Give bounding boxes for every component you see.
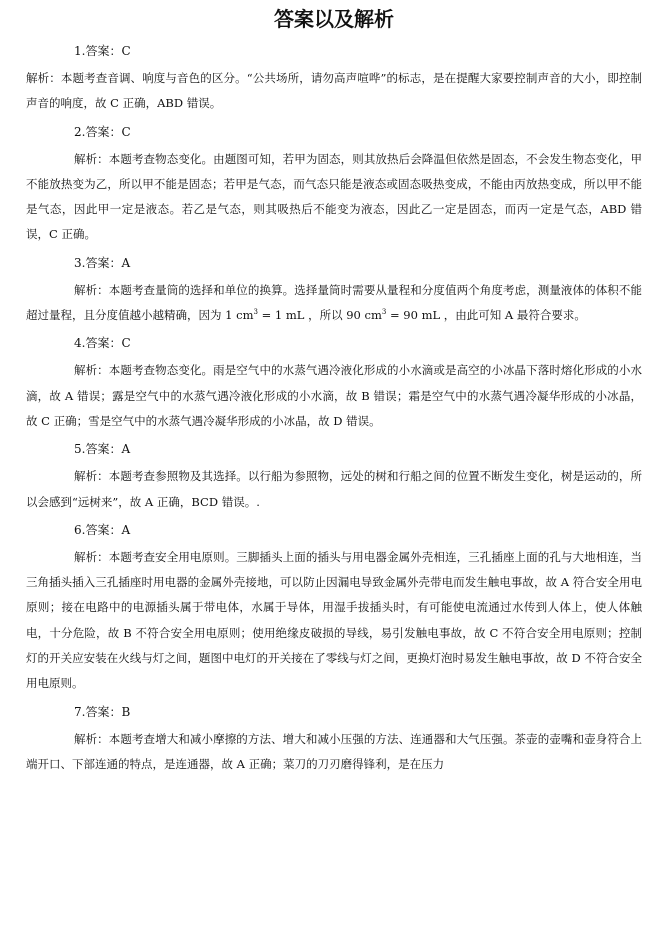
document-title: 答案以及解析 <box>274 7 394 31</box>
answer-section-1 <box>26 36 642 117</box>
analysis-text: = 90 mL ，由此可知 A 最符合要求。 <box>386 308 586 323</box>
answer-section-6 <box>26 515 642 697</box>
superscript: 3 <box>381 308 387 317</box>
analysis-paragraph: 解析：本题考查物态变化。由题图可知，若甲为固态，则其放热后会降温但依然是固态，不会发生物态变化，甲不能放热变为乙，所以甲不能是固态；若甲是气态，而气态只能是液态或固态吸热变成，不能由丙放热变成，所以甲不能是气态，因此甲一定是液态。若乙是气态，则其吸热后不能变为液态，因此乙一定是固态，而丙一定是气态，ABD 错误，C 正确。 <box>26 151 642 242</box>
analysis-paragraph <box>26 278 642 329</box>
analysis-paragraph: 解析：本题考查参照物及其选择。以行船为参照物，远处的树和行船之间的位置不断发生变化，树是运动的，所以会感到“远树来”，故 A 正确，BCD 错误。. <box>26 469 642 509</box>
analysis-paragraph: 解析：本题考查安全用电原则。三脚插头上面的插头与用电器金属外壳相连，三孔插座上面的孔与大地相连，当三角插头插入三孔插座时用电器的金属外壳接地，可以防止因漏电导致金属外壳带电而发生触电事故，故 A 符合安全用电原则；接在电路中的电源插头属于带电体，水属于导体，用湿手拔插头时，有可能使电流通过水传到人体上，使人体触电，十分危险，故 B 不符合安全用电原则；使用绝缘皮破损的导线，易引发触电事故，故 C 不符合安全用电原则；控制灯的开关应安装在火线与灯之间，题图中电灯的开关接在了零线与灯之间，更换灯泡时易发生触电事故，故 D 不符合安全用电原则。 <box>26 549 642 691</box>
analysis-paragraph: 解析：本题考查音调、响度与音色的区分。“公共场所，请勿高声喧哗”的标志，是在提醒大家要控制声音的大小，即控制声音的响度，故 C 正确，ABD 错误。 <box>26 71 642 111</box>
analysis-text: 解析：本题考查量筒的选择和单位的换算。选择量筒时需要从量程和分度值两个角度考虑，测量液体的体积不能超过量程，且分度值越小越精确，因为 1 cm <box>26 282 642 323</box>
answer-section-4 <box>26 328 642 434</box>
answer-line: 1.答案：C <box>74 44 131 58</box>
answer-line: 3.答案：A <box>74 255 131 270</box>
answer-line: 4.答案：C <box>74 336 131 351</box>
superscript: 3 <box>253 308 258 317</box>
answer-line: 5.答案：A <box>74 442 131 457</box>
answer-section-7 <box>26 697 642 778</box>
analysis-paragraph: 解析：本题考查增大和减小摩擦的方法、增大和减小压强的方法、连通器和大气压强。茶壶的壶嘴和壶身符合上端开口、下部连通的特点，是连通器，故 A 正确；菜刀的刀刃磨得锋利，是在压力 <box>26 731 642 771</box>
answer-section-5 <box>26 434 642 515</box>
analysis-text: = 1 mL ，所以 90 cm <box>257 308 382 323</box>
answer-section-3 <box>26 248 642 329</box>
analysis-paragraph: 解析：本题考查物态变化。雨是空气中的水蒸气遇冷液化形成的小水滴或是高空的小冰晶下落时熔化形成的小水滴，故 A 错误；露是空气中的水蒸气遇冷液化形成的小水滴，故 B 错误；霜是空气中的水蒸气遇冷凝华形成的小冰晶，故 C 正确；雪是空气中的水蒸气遇冷凝华形成的小冰晶，故 D 错误。 <box>26 363 642 428</box>
answer-line: 6.答案：A <box>74 522 131 537</box>
answer-line: 7.答案：B <box>74 704 131 719</box>
answer-section-2 <box>26 117 642 248</box>
answer-line: 2.答案：C <box>74 124 131 139</box>
